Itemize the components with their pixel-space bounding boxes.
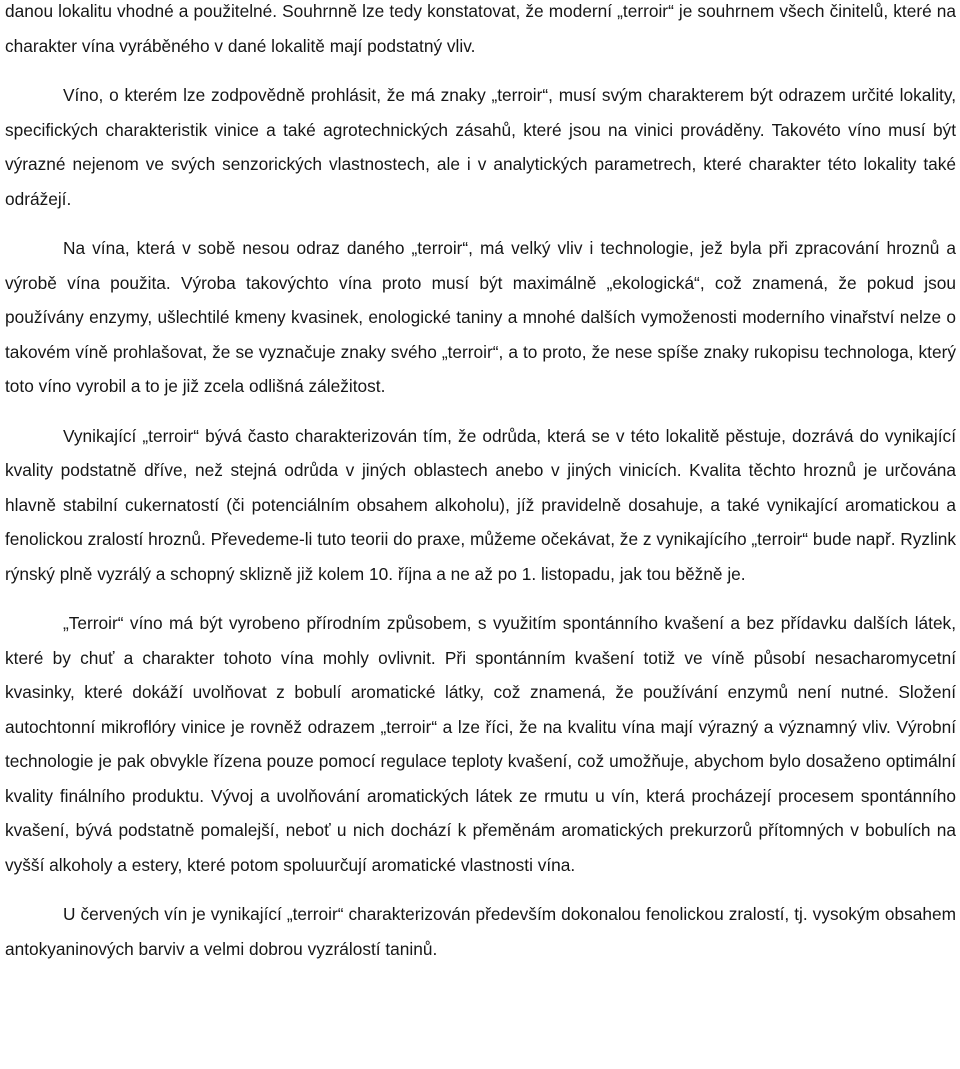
paragraph-natural-production: „Terroir“ víno má být vyrobeno přírodním způsobem, s využitím spontánního kvašení a bez přídavku dalších látek, které by chuť a charakter tohoto vína mohly ovlivnit. Při spontánním kvašení totiž ve víně působí nesacharomycetní kvasinky, které dokáží uvolňovat z bobulí aromatické látky, což znamená, že používání enzymů není nutné. Složení autochtonní mikroflóry vinice je rovněž odrazem „terroir“ a lze říci, že na kvalitu vína mají výrazný a významný vliv. Výrobní technologie je pak obvykle řízena pouze pomocí regulace teploty kvašení, což umožňuje, abychom bylo dosaženo optimální kvality finálního produktu. Vývoj a uvolňování aromatických látek ze rmutu u vín, která procházejí procesem spontánního kvašení, bývá podstatně pomalejší, neboť u nich dochází k přeměnám aromatických prekurzorů přítomných v bobulích na vyšší alkoholy a estery, které potom spoluurčují aromatické vlastnosti vína.: [5, 613, 956, 875]
paragraph-excellent-terroir: Vynikající „terroir“ bývá často charakterizován tím, že odrůda, která se v této lokalitě pěstuje, dozrává do vynikající kvality podstatně dříve, než stejná odrůda v jiných oblastech anebo v jiných vinicích. Kvalita těchto hroznů je určována hlavně stabilní cukernatostí (či potenciálním obsahem alkoholu), jíž pravidelně dosahuje, a také vynikající aromatickou a fenolickou zralostí hroznů. Převedeme-li tuto teorii do praxe, můžeme očekávat, že z vynikajícího „terroir“ bude např. Ryzlink rýnský plně vyzrálý a schopný sklizně již kolem 10. října a ne až po 1. listopadu, jak tou běžně je.: [5, 425, 956, 584]
paragraph-technology-influence: Na vína, která v sobě nesou odraz daného „terroir“, má velký vliv i technologie, jež byla při zpracování hroznů a výrobě vína použita. Výroba takovýchto vína proto musí být maximálně „ekologická“, což znamená, že pokud jsou používány enzymy, ušlechtilé kmeny kvasinek, enologické taniny a mnohé dalších vymoženosti moderního vinařství nelze o takovém víně prohlašovat, že se vyznačuje znaky svého „terroir“, a to proto, že nese spíše znaky rukopisu technologa, který toto víno vyrobil a to je již zcela odlišná záležitost.: [5, 238, 956, 396]
paragraph-red-wines: U červených vín je vynikající „terroir“ charakterizován především dokonalou fenolickou zralostí, tj. vysokým obsahem antokyaninových barviv a velmi dobrou vyzrálostí taninů.: [5, 904, 956, 959]
paragraph-terroir-summary: danou lokalitu vhodné a použitelné. Souhrnně lze tedy konstatovat, že moderní „terroir“ je souhrnem všech činitelů, které na charakter vína vyráběného v dané lokalitě mají podstatný vliv.: [5, 1, 956, 56]
document-page: [5, 0, 956, 966]
paragraph-terroir-wine-definition: Víno, o kterém lze zodpovědně prohlásit, že má znaky „terroir“, musí svým charakterem být odrazem určité lokality, specifických charakteristik vinice a také agrotechnických zásahů, které jsou na vinici prováděny. Takovéto víno musí být výrazné nejenom ve svých senzorických vlastnostech, ale i v analytických parametrech, které charakter této lokality také odrážejí.: [5, 85, 956, 209]
